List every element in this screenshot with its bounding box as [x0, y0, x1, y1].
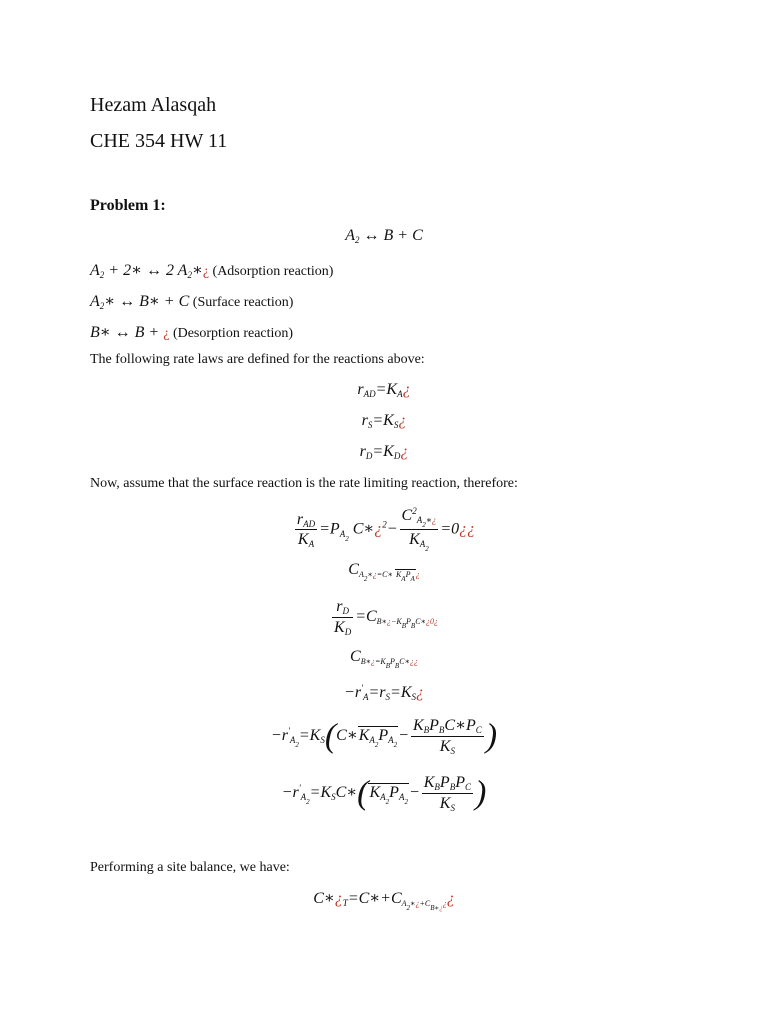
equation-ca2-concentration: $C_{A2∗¿=C∗ KAPA¿}$ [348, 561, 420, 583]
rate-law-desorption: $r_D=K_D¿$ [359, 443, 409, 461]
overall-reaction: $A_2$ ↔ B + C [345, 227, 423, 245]
problem-heading: Problem 1: [90, 197, 166, 214]
step-adsorption: $A_2$ + 2∗ ↔ 2 $A_2∗¿$ (Adsorption reaction) [90, 262, 334, 280]
equation-rate-rs: $-r'_A=r_S=K_S¿$ [344, 683, 424, 702]
rate-law-surface: $r_S=K_S¿$ [361, 412, 407, 430]
course-title: CHE 354 HW 11 [90, 130, 228, 152]
equation-adsorption-equilibrium: $\frac{r_{AD}}{K_A}$ $=P_{A_2}$ C∗¿$^2$− $\frac{C^2_{A_2∗¿}}{K_{A_2}}$ =0¿¿ [296, 506, 476, 554]
author-name: Hezam Alasqah [90, 94, 217, 116]
rate-laws-intro: The following rate laws are defined for the reactions above: [90, 352, 425, 367]
step-surface-label: (Surface reaction) [192, 295, 294, 310]
step-adsorption-label: (Adsorption reaction) [212, 264, 334, 279]
rls-statement: Now, assume that the surface reaction is the rate limiting reaction, therefore: [90, 476, 518, 491]
step-surface: $A_2∗$ ↔ B∗ + C (Surface reaction) [90, 293, 294, 311]
step-desorption: B∗ ↔ B + ¿ (Desorption reaction) [90, 324, 294, 341]
equation-rate-factored: $-r'_{A_2}=K_SC∗(K_{A_2}P_{A_2}-$ $\frac{K_BP_BP_C}{K_S}$ ) [281, 774, 487, 813]
rate-law-adsorption: $r_{AD}=K_A¿$ [357, 381, 411, 399]
equation-cb-concentration: $C_{B∗¿=KBPBC∗¿¿}$ [350, 648, 418, 670]
step-desorption-label: (Desorption reaction) [172, 326, 294, 341]
equation-rate-expanded: $-r'_{A_2}=K_S(C∗K_{A_2}P_{A_2}-$ $\frac{K_BP_BC∗P_C}{K_S}$ ) [270, 717, 498, 756]
equation-site-balance: $C∗¿_T=C∗+C_{A2∗¿+CB∗¿¿}¿$ [313, 890, 455, 912]
equation-desorption-ratio: $\frac{r_D}{K_D}$ $=C_{B∗¿-KBPBC∗¿0¿}$ [334, 598, 438, 637]
site-balance-intro: Performing a site balance, we have: [90, 860, 290, 875]
